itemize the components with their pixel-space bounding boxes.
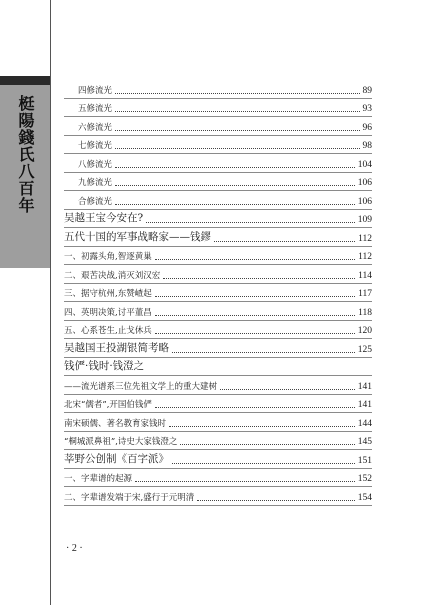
toc-entry-page: 120 [357, 326, 372, 336]
toc-entry[interactable] [64, 432, 372, 451]
toc-entry-page: 114 [358, 270, 372, 281]
toc-entry[interactable] [64, 469, 372, 488]
toc-leader-dots [214, 240, 355, 242]
toc-entry-page: 118 [358, 307, 372, 318]
toc-entry[interactable] [64, 339, 372, 358]
toc-leader-dots [115, 110, 359, 112]
toc-entry[interactable] [64, 191, 372, 210]
toc-entry-title: 一、字辈谱的起源 [64, 474, 133, 484]
toc-entry-page: 117 [358, 289, 372, 299]
toc-entry-page: 106 [357, 196, 372, 207]
toc-entry-page: 152 [357, 474, 372, 484]
toc-entry-title: 二、艰苦决战,消灭刘汉宏 [64, 270, 161, 281]
toc-leader-dots [115, 147, 359, 149]
toc-leader-dots [163, 277, 355, 279]
toc-leader-dots [220, 388, 355, 390]
toc-entry-title: ——流光谱系三位先祖文学上的重大建树 [64, 381, 218, 392]
toc-entry-page: 96 [362, 122, 372, 133]
toc-entry-title: 一、初露头角,智逐黄巢 [64, 252, 152, 262]
toc-entry-page: 151 [357, 455, 372, 466]
toc-entry-page: 89 [362, 85, 372, 96]
toc-entry-title: 八修流光 [78, 159, 113, 170]
toc-entry-page: 125 [357, 344, 372, 355]
toc-leader-dots [180, 443, 354, 445]
toc-entry[interactable] [64, 376, 372, 395]
toc-entry-title: 北宋“儒者”,开国伯钱俨 [64, 400, 152, 410]
toc-leader-dots [135, 480, 355, 482]
toc-leader-dots [155, 332, 355, 334]
toc-leader-dots [172, 351, 355, 353]
toc-entry-title: 四、英明决策,讨平董昌 [64, 307, 152, 318]
toc-entry-title: 莘野公创制《百字派》 [64, 452, 169, 465]
toc-entry[interactable] [64, 395, 372, 414]
toc-entry-page: 145 [357, 437, 372, 447]
toc-entry-page: 144 [357, 418, 372, 429]
toc-entry-page: 154 [357, 492, 372, 503]
toc-leader-dots [115, 92, 359, 94]
toc-leader-dots [155, 295, 355, 297]
toc-entry-page: 93 [362, 104, 372, 114]
toc-leader-dots [115, 184, 355, 186]
toc-entry[interactable] [64, 117, 372, 136]
toc-entry-title: 吴越王宝今安在? [64, 212, 144, 224]
toc-leader-dots [155, 258, 355, 260]
toc-entry-title: 二、字辈谱发端于宋,盛行于元明清 [64, 492, 195, 503]
toc-entry[interactable] [64, 321, 372, 340]
toc-entry-title: 七修流光 [78, 141, 113, 151]
toc-leader-dots [197, 499, 355, 501]
toc-entry-title: 三、据守杭州,东赞嵖起 [64, 289, 152, 299]
toc-entry-title: 合修流光 [78, 196, 113, 207]
toc-entry-page: 106 [357, 178, 372, 188]
toc-entry[interactable] [64, 228, 372, 247]
toc-leader-dots [115, 203, 355, 205]
toc-entry[interactable] [64, 210, 372, 229]
toc-entry-title: 九修流光 [78, 178, 113, 188]
side-tab-cap [0, 76, 50, 85]
toc-leader-dots [115, 129, 359, 131]
toc-entry-title: “桐城派鼻祖”,诗史大家钱澄之 [64, 437, 178, 447]
toc-leader-dots [169, 425, 355, 427]
toc-entry-page: 141 [357, 400, 372, 410]
toc-entry-page: 141 [357, 381, 372, 392]
toc-entry-title: 吴越国王投湖银简考略 [64, 341, 169, 354]
toc-entry-title: 五、心系苍生,止戈休兵 [64, 326, 152, 336]
toc-entry[interactable] [64, 413, 372, 432]
side-tab [0, 85, 50, 268]
table-of-contents [64, 80, 372, 506]
side-tab-title: 梃陽錢氏八百年 [16, 95, 35, 214]
toc-leader-dots [155, 406, 355, 408]
toc-entry[interactable] [64, 136, 372, 155]
toc-entry[interactable] [64, 173, 372, 192]
toc-entry[interactable] [64, 154, 372, 173]
toc-entry[interactable] [64, 358, 372, 377]
toc-entry[interactable] [64, 302, 372, 321]
toc-entry-page: 98 [362, 141, 372, 151]
toc-entry[interactable] [64, 247, 372, 266]
toc-entry[interactable] [64, 99, 372, 118]
toc-entry-title: 五修流光 [78, 104, 113, 114]
toc-entry[interactable] [64, 284, 372, 303]
toc-entry-title: 六修流光 [78, 122, 113, 133]
toc-entry[interactable] [64, 265, 372, 284]
toc-leader-dots [155, 314, 355, 316]
toc-entry-page: 112 [358, 252, 372, 262]
toc-leader-dots [172, 462, 355, 464]
margin-rule [50, 0, 51, 605]
toc-entry-title: 四修流光 [78, 85, 113, 96]
toc-leader-dots [146, 221, 355, 223]
toc-entry-title: 南宋硕儒、著名教育家钱时 [64, 418, 167, 429]
toc-entry-page: 109 [357, 215, 372, 225]
toc-entry-page: 104 [357, 159, 372, 170]
toc-entry[interactable] [64, 450, 372, 469]
toc-entry[interactable] [64, 80, 372, 99]
toc-entry-title: 钱俨·钱时·钱澄之 [64, 360, 145, 372]
toc-entry-title: 五代十国的军事战略家——钱鏐 [64, 230, 211, 243]
toc-entry-page: 112 [358, 233, 372, 244]
toc-entry[interactable] [64, 487, 372, 506]
toc-leader-dots [115, 166, 355, 168]
page-number: · 2 · [66, 543, 83, 554]
